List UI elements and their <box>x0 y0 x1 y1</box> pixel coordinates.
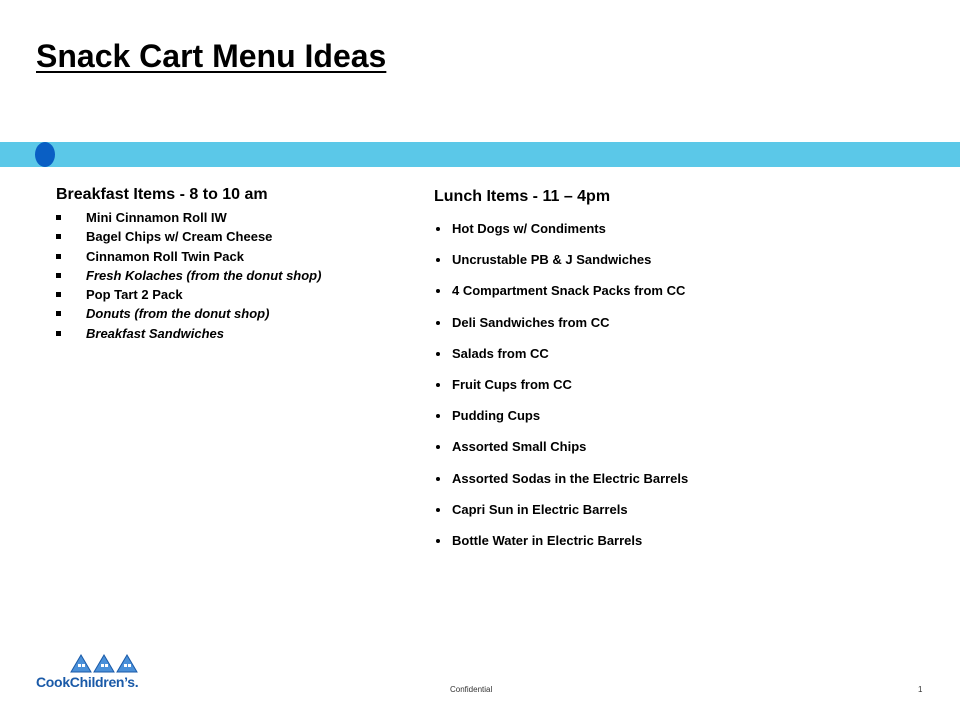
accent-dot <box>35 142 55 167</box>
list-item <box>434 312 688 343</box>
round-bullet-icon <box>436 321 440 325</box>
round-bullet-icon <box>436 383 440 387</box>
square-bullet-icon <box>56 311 61 316</box>
lunch-item-label: Salads from CC <box>452 345 549 361</box>
list-item <box>56 247 321 266</box>
breakfast-list <box>56 208 321 343</box>
square-bullet-icon <box>56 273 61 278</box>
lunch-item-label: Bottle Water in Electric Barrels <box>452 532 643 548</box>
lunch-item-label: Hot Dogs w/ Condiments <box>452 221 606 236</box>
round-bullet-icon <box>436 508 440 512</box>
list-item <box>56 285 321 304</box>
list-item <box>434 499 688 530</box>
lunch-item-label: Assorted Small Chips <box>452 439 587 455</box>
cook-childrens-logo <box>34 652 154 697</box>
list-item <box>434 405 688 436</box>
list-item <box>434 530 688 561</box>
breakfast-item-label: Fresh Kolaches (from the donut shop) <box>86 267 322 283</box>
three-houses-logo-icon <box>70 652 140 674</box>
round-bullet-icon <box>436 289 440 293</box>
breakfast-item-label: Mini Cinnamon Roll IW <box>86 210 227 225</box>
breakfast-item-label: Pop Tart 2 Pack <box>86 287 183 303</box>
footer-page-number: 1 <box>918 685 923 694</box>
square-bullet-icon <box>56 292 61 297</box>
breakfast-heading: Breakfast Items - 8 to 10 am <box>56 186 268 203</box>
logo-wordmark: CookChildren’s. <box>36 674 139 690</box>
lunch-item-label: Pudding Cups <box>452 408 541 424</box>
lunch-item-label: Fruit Cups from CC <box>452 376 572 392</box>
breakfast-item-label: Cinnamon Roll Twin Pack <box>86 248 244 264</box>
list-item <box>434 436 688 467</box>
list-item <box>56 208 321 227</box>
list-item <box>434 218 688 249</box>
lunch-item-label: Uncrustable PB & J Sandwiches <box>452 252 652 268</box>
round-bullet-icon <box>436 539 440 543</box>
round-bullet-icon <box>436 258 440 262</box>
list-item <box>56 227 321 246</box>
list-item <box>434 374 688 405</box>
round-bullet-icon <box>436 352 440 356</box>
lunch-item-label: Deli Sandwiches from CC <box>452 314 610 330</box>
breakfast-item-label: Breakfast Sandwiches <box>86 325 225 341</box>
footer-confidential: Confidential <box>450 685 493 694</box>
list-item <box>434 468 688 499</box>
square-bullet-icon <box>56 234 61 239</box>
slide-title: Snack Cart Menu Ideas <box>36 38 387 74</box>
lunch-item-label: Assorted Sodas in the Electric Barrels <box>452 470 689 486</box>
breakfast-item-label: Donuts (from the donut shop) <box>86 306 270 322</box>
round-bullet-icon <box>436 414 440 418</box>
list-item <box>56 304 321 323</box>
lunch-item-label: Capri Sun in Electric Barrels <box>452 501 628 517</box>
list-item <box>56 266 321 285</box>
lunch-item-label: 4 Compartment Snack Packs from CC <box>452 283 686 299</box>
round-bullet-icon <box>436 477 440 481</box>
list-item <box>434 280 688 311</box>
list-item <box>434 249 688 280</box>
lunch-list <box>434 218 688 561</box>
list-item <box>434 343 688 374</box>
square-bullet-icon <box>56 331 61 336</box>
list-item <box>56 324 321 343</box>
square-bullet-icon <box>56 215 61 220</box>
round-bullet-icon <box>436 445 440 449</box>
breakfast-item-label: Bagel Chips w/ Cream Cheese <box>86 229 273 245</box>
lunch-heading: Lunch Items - 11 – 4pm <box>434 188 611 205</box>
square-bullet-icon <box>56 254 61 259</box>
round-bullet-icon <box>436 227 440 231</box>
accent-band <box>0 142 960 167</box>
